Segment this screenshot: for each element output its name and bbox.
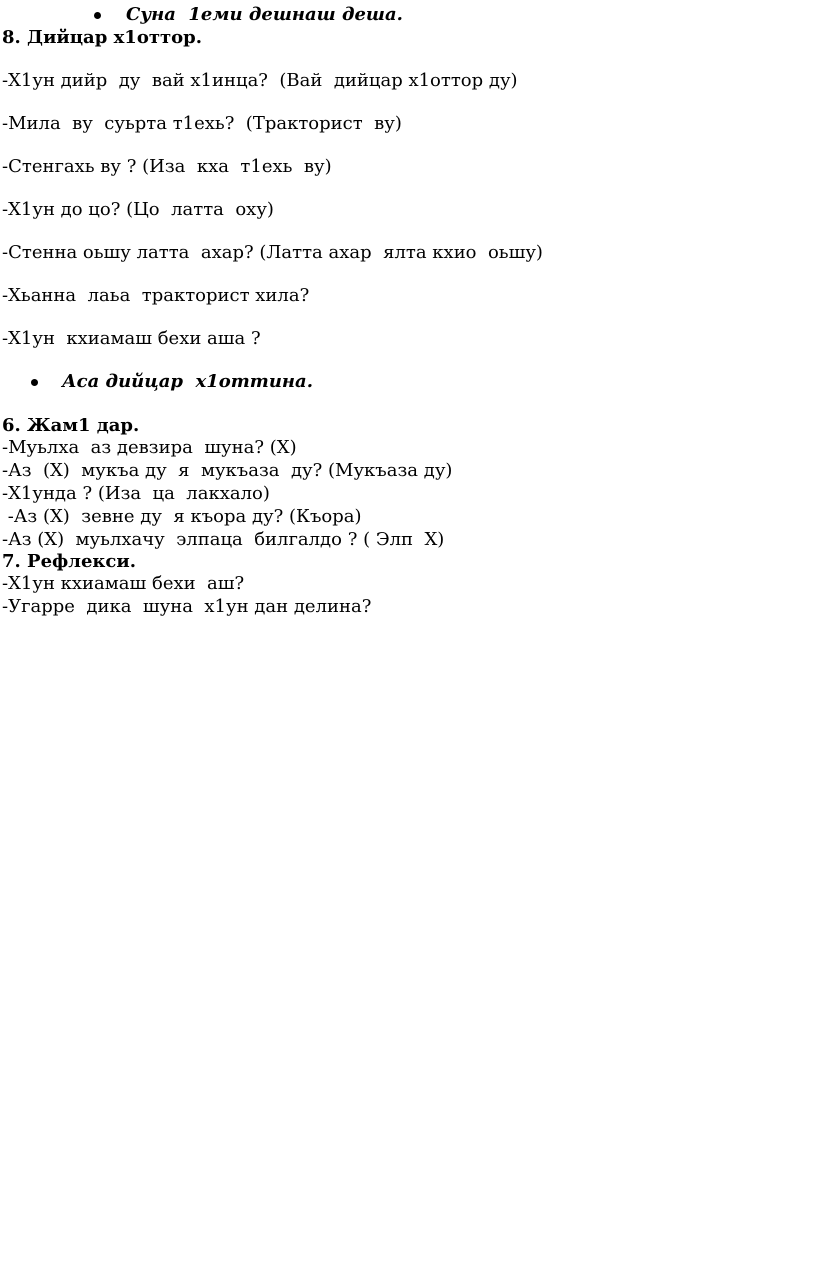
summary-line: -Х1унда ? (Иза ца лакхало) [2, 483, 270, 504]
reflection-line: -Угарре дика шуна х1ун дан делина? [2, 596, 372, 617]
reflection-line: -Х1ун кхиамаш бехи аш? [2, 573, 245, 594]
bullet-icon [31, 379, 38, 386]
bullet-item-text: Суна 1еми дешнаш деша. [126, 4, 403, 25]
summary-line: -Муьлха аз девзира шуна? (Х) [2, 437, 297, 458]
question-line: -Стенна оьшу латта ахар? (Латта ахар ялта кхио оьшу) [2, 242, 543, 263]
question-line: -Стенгахь ву ? (Иза кха т1ехь ву) [2, 156, 332, 177]
question-line: -Мила ву суьрта т1ехь? (Тракторист ву) [2, 113, 402, 134]
section-heading: 8. Дийцар х1оттор. [2, 27, 203, 48]
summary-line: -Аз (Х) мукъа ду я мукъаза ду? (Мукъаза ду) [2, 460, 453, 481]
bullet-icon [94, 12, 101, 19]
question-line: -Х1ун до цо? (Цо латта оху) [2, 199, 274, 220]
section-heading: 7. Рефлекси. [2, 551, 136, 572]
question-line: -Х1ун дийр ду вай х1инца? (Вай дийцар х1оттор ду) [2, 70, 518, 91]
bullet-item-text: Аса дийцар х1оттина. [62, 371, 313, 392]
question-line: -Хьанна лаьа тракторист хила? [2, 285, 310, 306]
section-heading: 6. Жам1 дар. [2, 415, 140, 436]
question-line: -Х1ун кхиамаш бехи аша ? [2, 328, 261, 349]
summary-line: -Аз (Х) муьлхачу элпаца билгалдо ? ( Элп Х) [2, 529, 445, 550]
summary-line: -Аз (Х) зевне ду я къора ду? (Къора) [2, 506, 362, 527]
